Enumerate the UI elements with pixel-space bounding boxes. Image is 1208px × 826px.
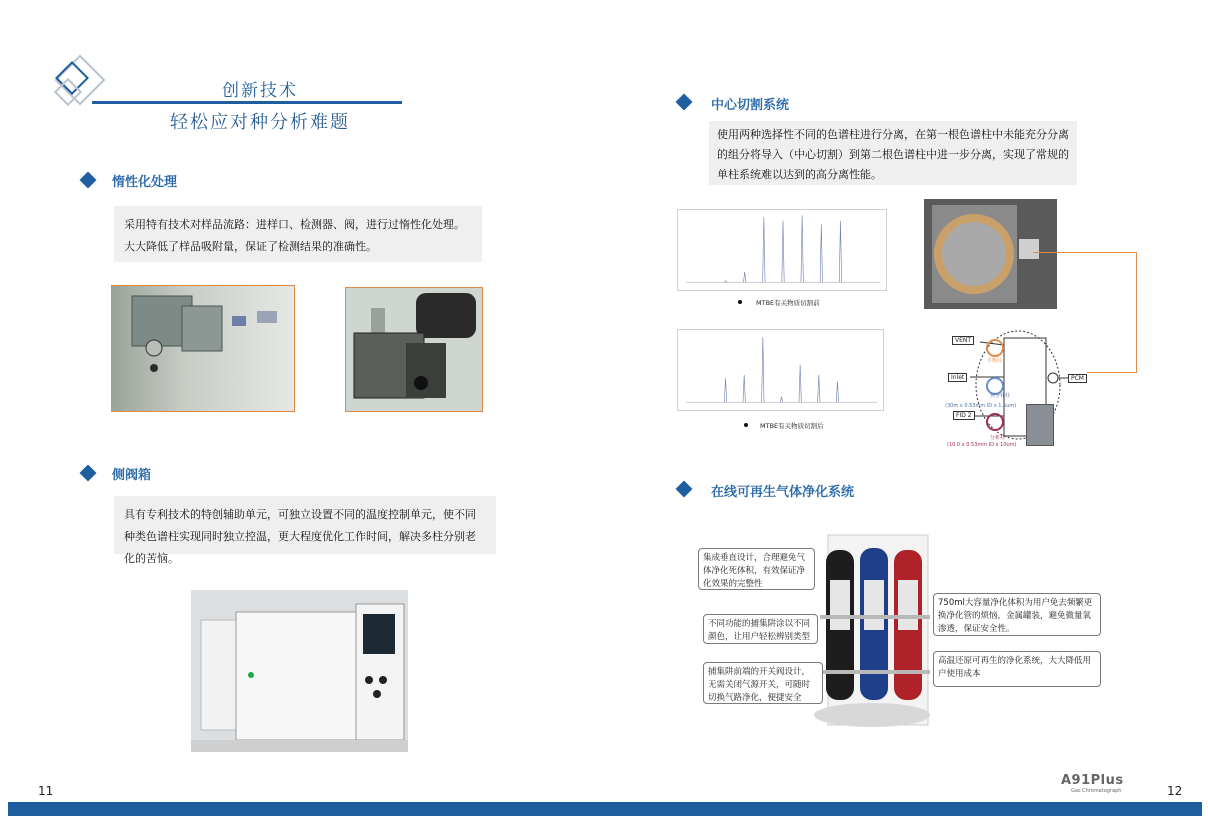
inert-valve-photo bbox=[111, 285, 295, 412]
section-text-inert: 采用特有技术对样品流路：进样口、检测器、阀，进行过惰性化处理。大大降低了样品吸附量，保证了检测结果的准确性。 bbox=[114, 206, 482, 262]
schematic-note: (10.0 x 0.53mm ID x 10um) bbox=[947, 442, 1017, 448]
section-text-heart-cut: 使用两种选择性不同的色谱柱进行分离，在第一根色谱柱中未能充分分离的组分将导入（中心切割）到第二根色谱柱中进一步分离，实现了常规的单柱系统难以达到的高分离性能。 bbox=[709, 121, 1077, 185]
chart-peak bbox=[744, 272, 746, 282]
page-title: 创新技术 bbox=[222, 81, 298, 101]
section-bullet-icon bbox=[80, 465, 97, 482]
connector-line bbox=[1136, 252, 1137, 373]
schematic-note: 分析柱 bbox=[990, 435, 1006, 441]
gas-chromatograph-photo bbox=[191, 590, 408, 752]
chart-caption-after: MTBE有关物质切割后 bbox=[760, 422, 824, 430]
section-bullet-icon bbox=[80, 172, 97, 189]
section-bullet-icon bbox=[676, 481, 693, 498]
chart-peak bbox=[836, 382, 838, 402]
oven-interior-photo bbox=[924, 199, 1057, 309]
section-title-purifier: 在线可再生气体净化系统 bbox=[711, 485, 855, 500]
section-text-side-valve: 具有专利技术的特创辅助单元，可独立设置不同的温度控制单元，使不同种类色谱柱实现同时独立控温，更大程度优化工作时间，解决多柱分别老化的苦恼。 bbox=[114, 496, 496, 554]
chart-peak bbox=[782, 221, 784, 282]
brand-logo: A91Plus bbox=[1061, 773, 1124, 788]
section-title-side-valve: 侧阀箱 bbox=[112, 468, 152, 483]
chromatogram-after bbox=[677, 329, 884, 411]
schematic-vent-label: VENT bbox=[952, 336, 974, 345]
chart-peak bbox=[763, 217, 765, 282]
page-number-right: 12 bbox=[1167, 784, 1183, 798]
page-number-left: 11 bbox=[38, 784, 54, 798]
valve-photo-thumb bbox=[1026, 404, 1054, 446]
callout-switch-valve: 捕集阱前端的开关阀设计，无需关闭气源开关，可随时切换气路净化，便捷安全 bbox=[703, 662, 823, 704]
chart-peak bbox=[799, 365, 801, 403]
page-subtitle: 轻松应对种分析难题 bbox=[170, 112, 350, 133]
callout-large-capacity: 750ml大容量净化体积为用户免去频繁更换净化管的烦恼，金属罐装，避免微量氧渗透，保证安全性。 bbox=[933, 593, 1101, 636]
schematic-note: (30m x 0.53mm ID x 1.5um) bbox=[945, 403, 1017, 409]
section-title-inert: 惰性化处理 bbox=[112, 175, 178, 190]
schematic-note: 预分柱柱 bbox=[990, 393, 1011, 399]
callout-color-coded: 不同功能的捕集阱涂以不同颜色，让用户轻松辨别类型 bbox=[703, 614, 818, 644]
column-fitting-photo bbox=[345, 287, 483, 412]
caption-bullet bbox=[738, 300, 742, 304]
connector-line bbox=[1033, 252, 1137, 253]
chromatogram-before bbox=[677, 209, 887, 291]
chart-peak bbox=[820, 224, 822, 282]
title-underline bbox=[92, 101, 402, 104]
callout-integrated-design: 集成垂直设计，合理避免气体净化死体积，有效保证净化效果的完整性 bbox=[698, 548, 815, 590]
chart-peak bbox=[839, 221, 841, 282]
chart-caption-before: MTBE有关物质切割前 bbox=[756, 299, 820, 307]
brand-subtitle: Gas Chromatograph bbox=[1071, 788, 1122, 794]
connector-line bbox=[1087, 372, 1137, 373]
chart-peak bbox=[801, 215, 803, 282]
caption-bullet bbox=[744, 423, 748, 427]
chart-peak bbox=[762, 337, 764, 402]
chart-peak bbox=[743, 375, 745, 402]
section-bullet-icon bbox=[676, 94, 693, 111]
schematic-pcm-label: PCM bbox=[1068, 374, 1087, 383]
chart-peak bbox=[724, 378, 726, 402]
schematic-note: 平衡柱 bbox=[987, 358, 1003, 364]
chart-peak bbox=[818, 375, 820, 402]
footer-bar bbox=[8, 802, 1202, 816]
schematic-inlet-label: Inlet bbox=[948, 373, 967, 382]
schematic-fid-label: FID 2 bbox=[953, 411, 975, 420]
callout-regenerable: 高温还原可再生的净化系统，大大降低用户使用成本 bbox=[933, 651, 1101, 687]
section-title-heart-cut: 中心切割系统 bbox=[711, 98, 790, 113]
chart-peak bbox=[780, 397, 782, 402]
